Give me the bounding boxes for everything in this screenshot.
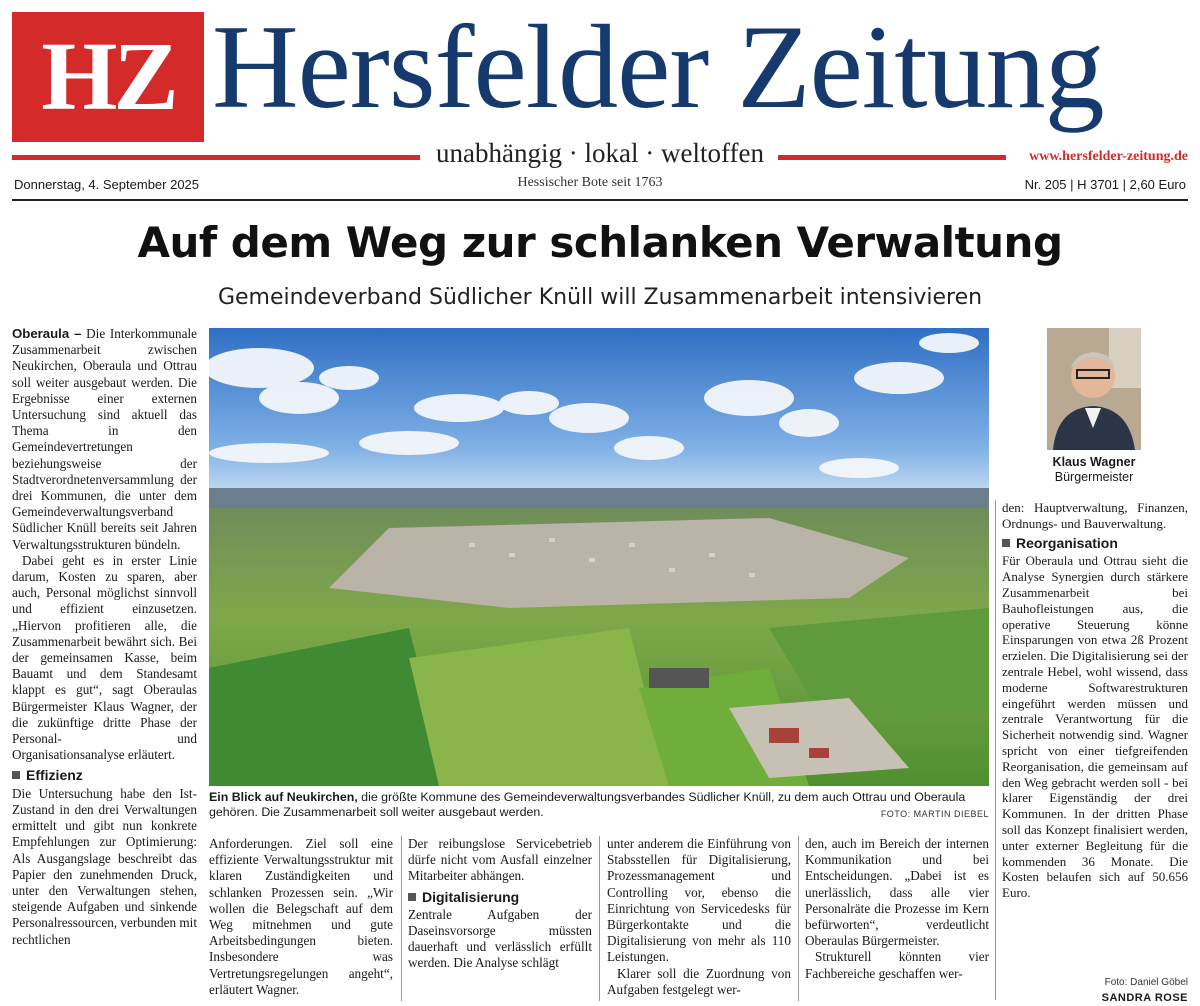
- issue-info: Nr. 205 | H 3701 | 2,60 Euro: [1024, 177, 1186, 192]
- paragraph-4: Der reibungslose Servicebetrieb dürfe nicht vom Ausfall einzelner Mitarbeiter abhängen.: [408, 836, 592, 884]
- paragraph-3a: Die Untersuchung habe den Ist-Zustand in den drei Verwaltungen ermittelt und gibt nun konkrete Empfehlungen zur Optimierung: Als Ausgangslage beschreibt das Papier den zunehmenden Druck, unter den Verwaltungen stehen, steigende Aufgaben und sinkende Personalressourcen, verbunden mit rechtlichen: [12, 785, 197, 947]
- column-2: [209, 836, 393, 998]
- hz-logo: HZ: [12, 12, 204, 142]
- newspaper-title: Hersfelder Zeitung: [212, 0, 1104, 133]
- dateline: Oberaula –: [12, 326, 82, 341]
- column-3: [408, 836, 592, 972]
- subheadline: Gemeindeverband Südlicher Knüll will Zusammenarbeit intensivieren: [217, 285, 983, 310]
- paragraph-3b: Anforderungen. Ziel soll eine effiziente Verwaltungsstruktur mit klaren Zuständigkeiten und schlanken Prozessen sein. „Wir wollen die Belegschaft auf dem Weg mitnehmen und gute Arbeitsbedingungen bieten. Insbesondere was Vertretungsregelungen angeht“, erläutert Wagner.: [209, 836, 393, 997]
- motto: unabhängig · lokal · weltoffen: [436, 138, 764, 168]
- caption-lead: Ein Blick auf Neukirchen,: [209, 790, 358, 804]
- headline: Auf dem Weg zur schlanken Verwaltung: [137, 218, 1063, 267]
- paragraph-2: Dabei geht es in erster Linie darum, Kosten zu sparen, aber auch, Personal möglichst sinnvoll und effizient einzusetzen. „Hiervon profitieren alle, die Zusammenarbeit bewährt sich. Bei der gemeinsamen Kasse, beim Bauamt und dem Standesamt klappt es gut“, sagt Oberaulas Bürgermeister Klaus Wagner, der die zukünftige dritte Phase der Personal- und Organisationsanalyse erläutert.: [12, 552, 197, 763]
- subhead-digitalisierung: Digitalisierung: [408, 889, 592, 905]
- column-6: [1002, 500, 1188, 901]
- portrait-role: Bürgermeister: [1054, 470, 1134, 484]
- portrait-caption: [1000, 455, 1188, 485]
- paragraph-6b: den, auch im Bereich der internen Kommunikation und bei Entscheidungen. „Dabei ist es unerlässlich, dass alle vier Personalräte die Prozesse im Kern befürworten“, verdeutlicht Oberaulas Bürgermeister.: [805, 836, 989, 949]
- column-separator: [995, 500, 996, 1000]
- caption-text: die größte Kommune des Gemeindeverwaltungsverbandes Südlicher Knüll, zu dem auch Ottrau und Oberaula gehören. Die Zusammenarbeit soll weiter ausgebaut werden.: [209, 790, 966, 819]
- portrait-klaus-wagner: [1047, 328, 1141, 450]
- subhead-reorganisation: Reorganisation: [1002, 536, 1188, 552]
- photo-credit: FOTO: MARTIN DIEBEL: [880, 809, 989, 819]
- column-5: [805, 836, 989, 982]
- since-line: Hessischer Bote seit 1763: [517, 175, 663, 190]
- paragraph-6: Klarer soll die Zuordnung von Aufgaben festgelegt wer-: [607, 965, 791, 997]
- masthead-divider: [12, 199, 1188, 201]
- paragraph-7b: den: Hauptverwaltung, Finanzen, Ordnungs- und Bauverwaltung.: [1002, 500, 1188, 531]
- paragraph-1: Die Interkommunale Zusammenarbeit zwischen Neukirchen, Oberaula und Ottrau soll weiter ausgebaut werden. Die Ergebnisse einer externen Untersuchung sind aktuell das Thema in den Gemeindevertretungen beziehungsweise der Stadtverordnetenversammlung der drei Kommunen, die unter dem Gemeindeverwaltungsverband Südlicher Knüll bereits seit Jahren Verwaltungsstrukturen bündeln.: [12, 326, 197, 552]
- website-link[interactable]: www.hersfelder-zeitung.de: [1029, 149, 1188, 164]
- paragraph-5b: unter anderem die Einführung von Stabsstellen für Digitalisierung, Prozessmanagement und Controlling vor, ebenso die Einrichtung von Servicedesks für Bürgerkontakte und die Digitalisierung von mehr als 110 Leistungen.: [607, 836, 791, 965]
- portrait-photo-credit: Foto: Daniel Göbel: [1104, 977, 1188, 988]
- paragraph-8: Für Oberaula und Ottrau sieht die Analyse Synergien durch stärkere Zusammenarbeit bei Bauhofleistungen aus, die operative Steuerung könne Einsparungen von etwa 2ß Prozent erzielen. Die Digitalisierung sei der zentrale Hebel, wohl wissend, dass moderne Softwarestrukturen eingeführt werden müssen und zentrale Verantwortung für die Sicherheit notwendig sind. Wagner spricht von einer tiefgreifenden Reorganisation, die gemeinsam auf den Weg gebracht werden soll - bei klarer Eigenständig der drei Kommunen. In der dritten Phase soll das Konzept finalisiert werden, unter externer Begleitung für die kommenden 36 Monate. Die Kosten belaufen sich auf 50.656 Euro.: [1002, 553, 1188, 901]
- portrait-name: Klaus Wagner: [1052, 455, 1136, 469]
- photo-caption: [209, 790, 989, 822]
- column-4: [607, 836, 791, 998]
- paragraph-5: Zentrale Aufgaben der Daseinsvorsorge müssten dauerhaft und verlässlich erfüllt werden. Die Analyse schlägt: [408, 906, 592, 971]
- paragraph-7: Strukturell könnten vier Fachbereiche geschaffen wer-: [805, 949, 989, 981]
- aerial-photo-neukirchen: [209, 328, 989, 786]
- column-1: [12, 326, 197, 948]
- issue-date: Donnerstag, 4. September 2025: [14, 177, 200, 192]
- author-byline: SANDRA ROSE: [1101, 992, 1188, 1004]
- column-separator: [798, 836, 799, 1001]
- column-separator: [599, 836, 600, 1001]
- subhead-effizienz: Effizienz: [12, 767, 197, 783]
- column-separator: [401, 836, 402, 1001]
